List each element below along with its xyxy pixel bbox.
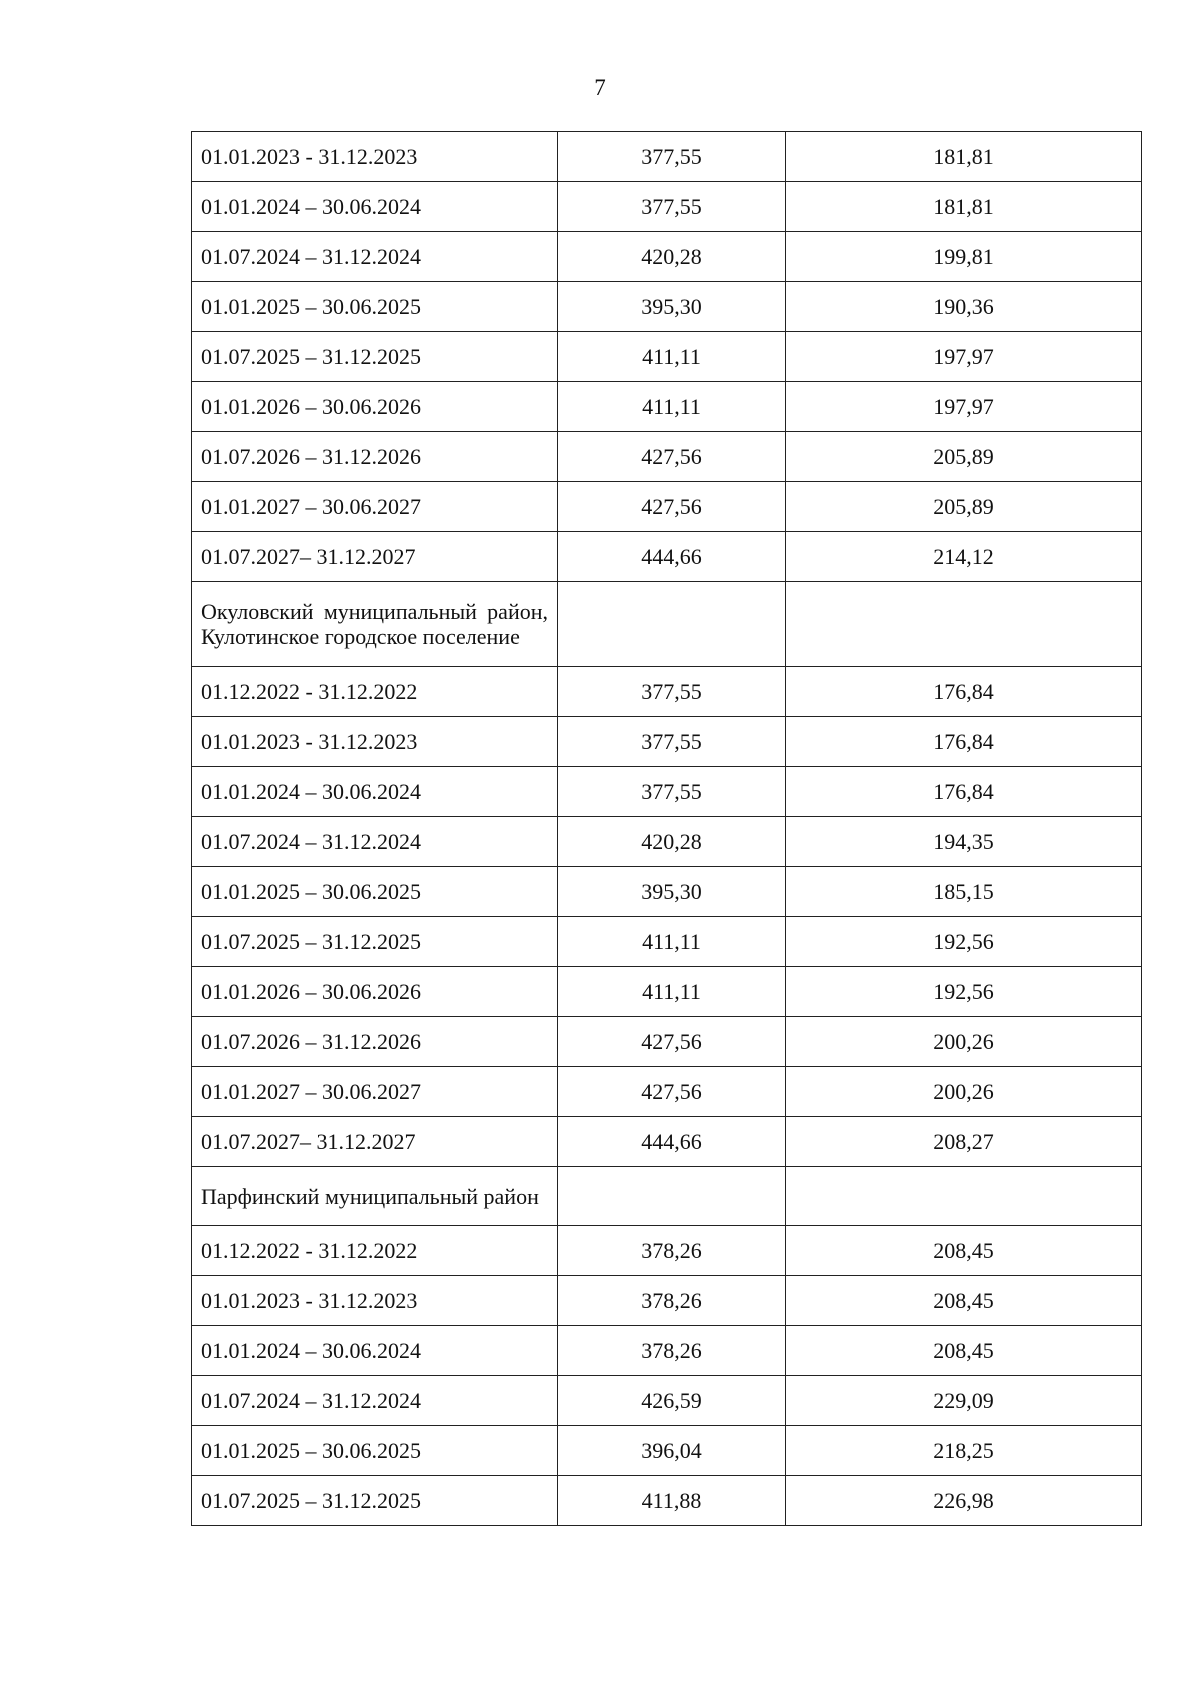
value-1-cell: 411,11 — [558, 382, 786, 432]
period-cell: 01.01.2024 – 30.06.2024 — [192, 1326, 558, 1376]
table-row — [192, 1226, 1142, 1276]
table-row — [192, 382, 1142, 432]
period-cell: 01.01.2023 - 31.12.2023 — [192, 1276, 558, 1326]
table-row — [192, 1117, 1142, 1167]
value-1-cell: 378,26 — [558, 1326, 786, 1376]
period-cell: 01.01.2023 - 31.12.2023 — [192, 132, 558, 182]
table-row — [192, 232, 1142, 282]
value-1-cell: 427,56 — [558, 1017, 786, 1067]
section-label-cell: Окуловский муниципальный район, Кулотинское городское поселение — [192, 582, 558, 667]
value-1-cell: 377,55 — [558, 767, 786, 817]
table-row — [192, 1067, 1142, 1117]
value-2-cell: 192,56 — [786, 967, 1142, 1017]
period-cell: 01.01.2027 – 30.06.2027 — [192, 1067, 558, 1117]
table-row — [192, 967, 1142, 1017]
section-label-cell: Парфинский муниципальный район — [192, 1167, 558, 1226]
period-cell: 01.07.2027– 31.12.2027 — [192, 1117, 558, 1167]
value-1-cell: 377,55 — [558, 667, 786, 717]
value-1-cell: 378,26 — [558, 1276, 786, 1326]
table-row — [192, 1376, 1142, 1426]
value-2-cell: 199,81 — [786, 232, 1142, 282]
value-1-cell: 427,56 — [558, 1067, 786, 1117]
value-1-cell: 427,56 — [558, 482, 786, 532]
empty-cell — [786, 1167, 1142, 1226]
table-row — [192, 1326, 1142, 1376]
value-2-cell: 197,97 — [786, 332, 1142, 382]
value-1-cell: 420,28 — [558, 817, 786, 867]
table-row — [192, 1017, 1142, 1067]
table-row — [192, 282, 1142, 332]
table-row — [192, 1276, 1142, 1326]
empty-cell — [558, 582, 786, 667]
period-cell: 01.01.2025 – 30.06.2025 — [192, 282, 558, 332]
value-2-cell: 192,56 — [786, 917, 1142, 967]
value-2-cell: 181,81 — [786, 182, 1142, 232]
empty-cell — [786, 582, 1142, 667]
value-1-cell: 444,66 — [558, 1117, 786, 1167]
period-cell: 01.01.2025 – 30.06.2025 — [192, 867, 558, 917]
table-row — [192, 717, 1142, 767]
value-1-cell: 395,30 — [558, 282, 786, 332]
value-2-cell: 176,84 — [786, 767, 1142, 817]
value-1-cell: 411,11 — [558, 332, 786, 382]
period-cell: 01.01.2025 – 30.06.2025 — [192, 1426, 558, 1476]
tariff-table-body — [192, 132, 1142, 1526]
value-1-cell: 411,11 — [558, 967, 786, 1017]
table-row — [192, 432, 1142, 482]
value-2-cell: 226,98 — [786, 1476, 1142, 1526]
table-row — [192, 1426, 1142, 1476]
value-1-cell: 396,04 — [558, 1426, 786, 1476]
section-row — [192, 582, 1142, 667]
value-2-cell: 176,84 — [786, 717, 1142, 767]
period-cell: 01.01.2027 – 30.06.2027 — [192, 482, 558, 532]
page-number: 7 — [594, 75, 606, 100]
table-row — [192, 867, 1142, 917]
table-row — [192, 132, 1142, 182]
value-2-cell: 197,97 — [786, 382, 1142, 432]
period-cell: 01.07.2025 – 31.12.2025 — [192, 1476, 558, 1526]
value-2-cell: 194,35 — [786, 817, 1142, 867]
value-2-cell: 200,26 — [786, 1067, 1142, 1117]
value-1-cell: 411,88 — [558, 1476, 786, 1526]
value-1-cell: 395,30 — [558, 867, 786, 917]
value-1-cell: 378,26 — [558, 1226, 786, 1276]
period-cell: 01.12.2022 - 31.12.2022 — [192, 667, 558, 717]
table-row — [192, 667, 1142, 717]
value-1-cell: 444,66 — [558, 532, 786, 582]
period-cell: 01.07.2026 – 31.12.2026 — [192, 1017, 558, 1067]
value-1-cell: 420,28 — [558, 232, 786, 282]
value-2-cell: 229,09 — [786, 1376, 1142, 1426]
value-2-cell: 181,81 — [786, 132, 1142, 182]
period-cell: 01.07.2026 – 31.12.2026 — [192, 432, 558, 482]
period-cell: 01.01.2026 – 30.06.2026 — [192, 382, 558, 432]
empty-cell — [558, 1167, 786, 1226]
value-1-cell: 426,59 — [558, 1376, 786, 1426]
period-cell: 01.01.2026 – 30.06.2026 — [192, 967, 558, 1017]
value-2-cell: 208,45 — [786, 1326, 1142, 1376]
value-2-cell: 208,45 — [786, 1226, 1142, 1276]
period-cell: 01.01.2023 - 31.12.2023 — [192, 717, 558, 767]
table-row — [192, 817, 1142, 867]
value-2-cell: 200,26 — [786, 1017, 1142, 1067]
value-1-cell: 411,11 — [558, 917, 786, 967]
value-2-cell: 176,84 — [786, 667, 1142, 717]
period-cell: 01.07.2025 – 31.12.2025 — [192, 917, 558, 967]
table-row — [192, 182, 1142, 232]
value-2-cell: 205,89 — [786, 432, 1142, 482]
value-2-cell: 208,45 — [786, 1276, 1142, 1326]
table-row — [192, 1476, 1142, 1526]
section-row — [192, 1167, 1142, 1226]
period-cell: 01.07.2024 – 31.12.2024 — [192, 1376, 558, 1426]
value-2-cell: 208,27 — [786, 1117, 1142, 1167]
period-cell: 01.07.2024 – 31.12.2024 — [192, 232, 558, 282]
value-1-cell: 427,56 — [558, 432, 786, 482]
value-2-cell: 205,89 — [786, 482, 1142, 532]
value-1-cell: 377,55 — [558, 132, 786, 182]
value-2-cell: 218,25 — [786, 1426, 1142, 1476]
table-row — [192, 917, 1142, 967]
value-2-cell: 214,12 — [786, 532, 1142, 582]
period-cell: 01.12.2022 - 31.12.2022 — [192, 1226, 558, 1276]
period-cell: 01.07.2024 – 31.12.2024 — [192, 817, 558, 867]
value-2-cell: 190,36 — [786, 282, 1142, 332]
table-row — [192, 532, 1142, 582]
value-1-cell: 377,55 — [558, 717, 786, 767]
value-1-cell: 377,55 — [558, 182, 786, 232]
period-cell: 01.07.2025 – 31.12.2025 — [192, 332, 558, 382]
period-cell: 01.01.2024 – 30.06.2024 — [192, 182, 558, 232]
period-cell: 01.07.2027– 31.12.2027 — [192, 532, 558, 582]
period-cell: 01.01.2024 – 30.06.2024 — [192, 767, 558, 817]
table-row — [192, 482, 1142, 532]
value-2-cell: 185,15 — [786, 867, 1142, 917]
table-row — [192, 332, 1142, 382]
table-row — [192, 767, 1142, 817]
tariff-table — [191, 131, 1142, 1526]
